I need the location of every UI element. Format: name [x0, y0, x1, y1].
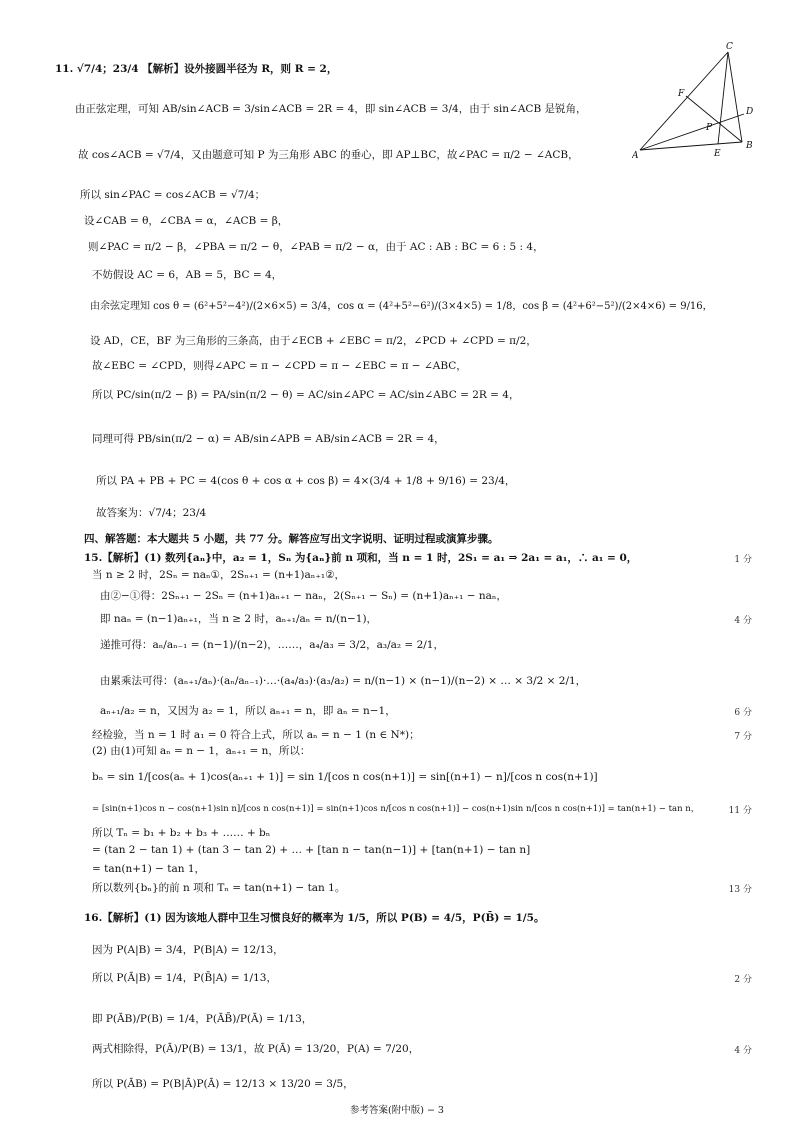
altitude-bf — [686, 96, 742, 142]
solution-line: 由累乘法可得：(aₙ₊₁/aₙ)·(aₙ/aₙ₋₁)·…·(a₄/a₃)·(a₃/a₂) = n/(n−1) × (n−1)/(n−2) × … × 3/2 × 2/1， — [100, 675, 587, 687]
score-mark: 4 分 — [734, 1046, 752, 1056]
score-mark: 11 分 — [728, 806, 752, 816]
solution-line: 故 cos∠ACB = √7/4，又由题意可知 P 为三角形 ABC 的垂心，即 AP⊥BC，故∠PAC = π/2 − ∠ACB， — [78, 149, 579, 161]
solution-line: 所以 Tₙ = b₁ + b₂ + b₃ + …… + bₙ — [92, 827, 271, 839]
label-d: D — [746, 107, 754, 117]
solution-line: 所以 sin∠PAC = cos∠ACB = √7/4； — [80, 189, 266, 201]
solution-line: 故答案为：√7/4；23/4 — [96, 507, 207, 519]
label-p: P — [706, 123, 713, 133]
solution-line: 所以 P(ĀB) = P(B|Ā)P(Ā) = 12/13 × 13/20 = 3/5， — [92, 1078, 354, 1090]
solution-line: 即 naₙ = (n−1)aₙ₊₁，当 n ≥ 2 时，aₙ₊₁/aₙ = n/(n−1)， — [100, 613, 378, 625]
solution-line: 所以数列{bₙ}的前 n 项和 Tₙ = tan(n+1) − tan 1。 — [92, 882, 346, 894]
score-mark: 1 分 — [734, 555, 752, 565]
altitude-ce — [718, 52, 728, 144]
solution-line: 所以 P(Ā|B) = 1/4，P(B̄|A) = 1/13， — [92, 972, 277, 984]
triangle-figure — [632, 40, 772, 160]
label-a: A — [632, 151, 639, 160]
label-b: B — [746, 141, 753, 151]
solution-line: 所以 PC/sin(π/2 − β) = PA/sin(π/2 − θ) = AC/sin∠APC = AC/sin∠ABC = 2R = 4， — [92, 389, 520, 401]
score-mark: 6 分 — [734, 708, 752, 718]
side-ab — [640, 142, 742, 150]
side-bc — [728, 52, 742, 142]
solution-line: = (tan 2 − tan 1) + (tan 3 − tan 2) + … + [tan n − tan(n−1)] + [tan(n+1) − tan n] — [92, 844, 531, 856]
solution-line: 因为 P(A|B) = 3/4，P(B|A) = 12/13， — [92, 944, 284, 956]
solution-line: 所以 PA + PB + PC = 4(cos θ + cos α + cos β) = 4×(3/4 + 1/8 + 9/16) = 23/4， — [96, 475, 516, 487]
score-mark: 13 分 — [728, 885, 752, 895]
solution-line: 设∠CAB = θ，∠CBA = α，∠ACB = β， — [84, 215, 289, 227]
label-e: E — [714, 149, 721, 159]
solution-line: 由余弦定理知 cos θ = (6²+5²−4²)/(2×6×5) = 3/4，cos α = (4²+5²−6²)/(3×4×5) = 1/8，cos β = (4²+6²−5²)/(2×4×6) = 9/16， — [90, 301, 713, 312]
solution-line: aₙ₊₁/a₂ = n，又因为 a₂ = 1，所以 aₙ₊₁ = n，即 aₙ = n−1， — [100, 705, 396, 717]
solution-line: 设 AD，CE，BF 为三角形的三条高，由于∠ECB + ∠EBC = π/2，∠PCD + ∠CPD = π/2， — [90, 335, 537, 347]
solution-line: 即 P(ĀB)/P(B) = 1/4，P(ĀB̄)/P(Ā) = 1/13， — [92, 1013, 313, 1025]
solution-line: 四、解答题：本大题共 5 小题，共 77 分。解答应写出文字说明、证明过程或演算步骤。 — [84, 533, 499, 545]
solution-line: (2) 由(1)可知 aₙ = n − 1，aₙ₊₁ = n，所以： — [92, 745, 311, 757]
solution-line: 经检验，当 n = 1 时 a₁ = 0 符合上式，所以 aₙ = n − 1 (n ∈ N*)； — [92, 729, 420, 741]
page-footer: 参考答案(附中版) − 3 — [350, 1105, 444, 1116]
solution-line: 15.【解析】(1) 数列{aₙ}中，a₂ = 1，Sₙ 为{aₙ}前 n 项和，当 n = 1 时，2S₁ = a₁ ⇒ 2a₁ = a₁，∴ a₁ = 0， — [84, 552, 638, 564]
solution-line: 则∠PAC = π/2 − β，∠PBA = π/2 − θ，∠PAB = π/2 − α，由于 AC : AB : BC = 6 : 5 : 4， — [88, 241, 544, 253]
solution-line: 故∠EBC = ∠CPD，则得∠APC = π − ∠CPD = π − ∠EBC = π − ∠ABC， — [92, 360, 467, 372]
solution-line: bₙ = sin 1/[cos(aₙ + 1)cos(aₙ₊₁ + 1)] = sin 1/[cos n cos(n+1)] = sin[(n+1) − n]/[cos n cos(n+1)] — [92, 771, 598, 783]
solution-line: = tan(n+1) − tan 1， — [92, 863, 206, 875]
score-mark: 7 分 — [734, 732, 752, 742]
label-f: F — [678, 89, 685, 99]
solution-line: 不妨假设 AC = 6，AB = 5，BC = 4， — [92, 269, 283, 281]
score-mark: 4 分 — [734, 616, 752, 626]
score-mark: 2 分 — [734, 975, 752, 985]
label-c: C — [726, 42, 733, 52]
solution-line: 11. √7/4；23/4 【解析】设外接圆半径为 R，则 R = 2， — [55, 63, 338, 75]
solution-line: 同理可得 PB/sin(π/2 − α) = AB/sin∠APB = AB/sin∠ACB = 2R = 4， — [92, 433, 445, 445]
solution-line: 递推可得：aₙ/aₙ₋₁ = (n−1)/(n−2)，……，a₄/a₃ = 3/2，a₃/a₂ = 2/1， — [100, 639, 444, 651]
solution-line: 两式相除得，P(Ā)/P(B) = 13/1，故 P(Ā) = 13/20，P(A) = 7/20， — [92, 1043, 420, 1055]
side-ac — [640, 52, 728, 150]
solution-line: 由正弦定理，可知 AB/sin∠ACB = 3/sin∠ACB = 2R = 4，即 sin∠ACB = 3/4，由于 sin∠ACB 是锐角， — [75, 103, 587, 115]
solution-line: 16.【解析】(1) 因为该地人群中卫生习惯良好的概率为 1/5，所以 P(B) = 4/5，P(B̄) = 1/5。 — [84, 912, 545, 924]
solution-line: = [sin(n+1)cos n − cos(n+1)sin n]/[cos n cos(n+1)] = sin(n+1)cos n/[cos n cos(n+1)] − cos(n+1)sin n/[cos n cos(n+1)] = tan(n+1) − tan n， — [92, 804, 700, 814]
solution-line: 由②−①得：2Sₙ₊₁ − 2Sₙ = (n+1)aₙ₊₁ − naₙ，2(Sₙ₊₁ − Sₙ) = (n+1)aₙ₊₁ − naₙ， — [100, 590, 507, 602]
solution-line: 当 n ≥ 2 时，2Sₙ = naₙ①，2Sₙ₊₁ = (n+1)aₙ₊₁②， — [92, 569, 345, 581]
